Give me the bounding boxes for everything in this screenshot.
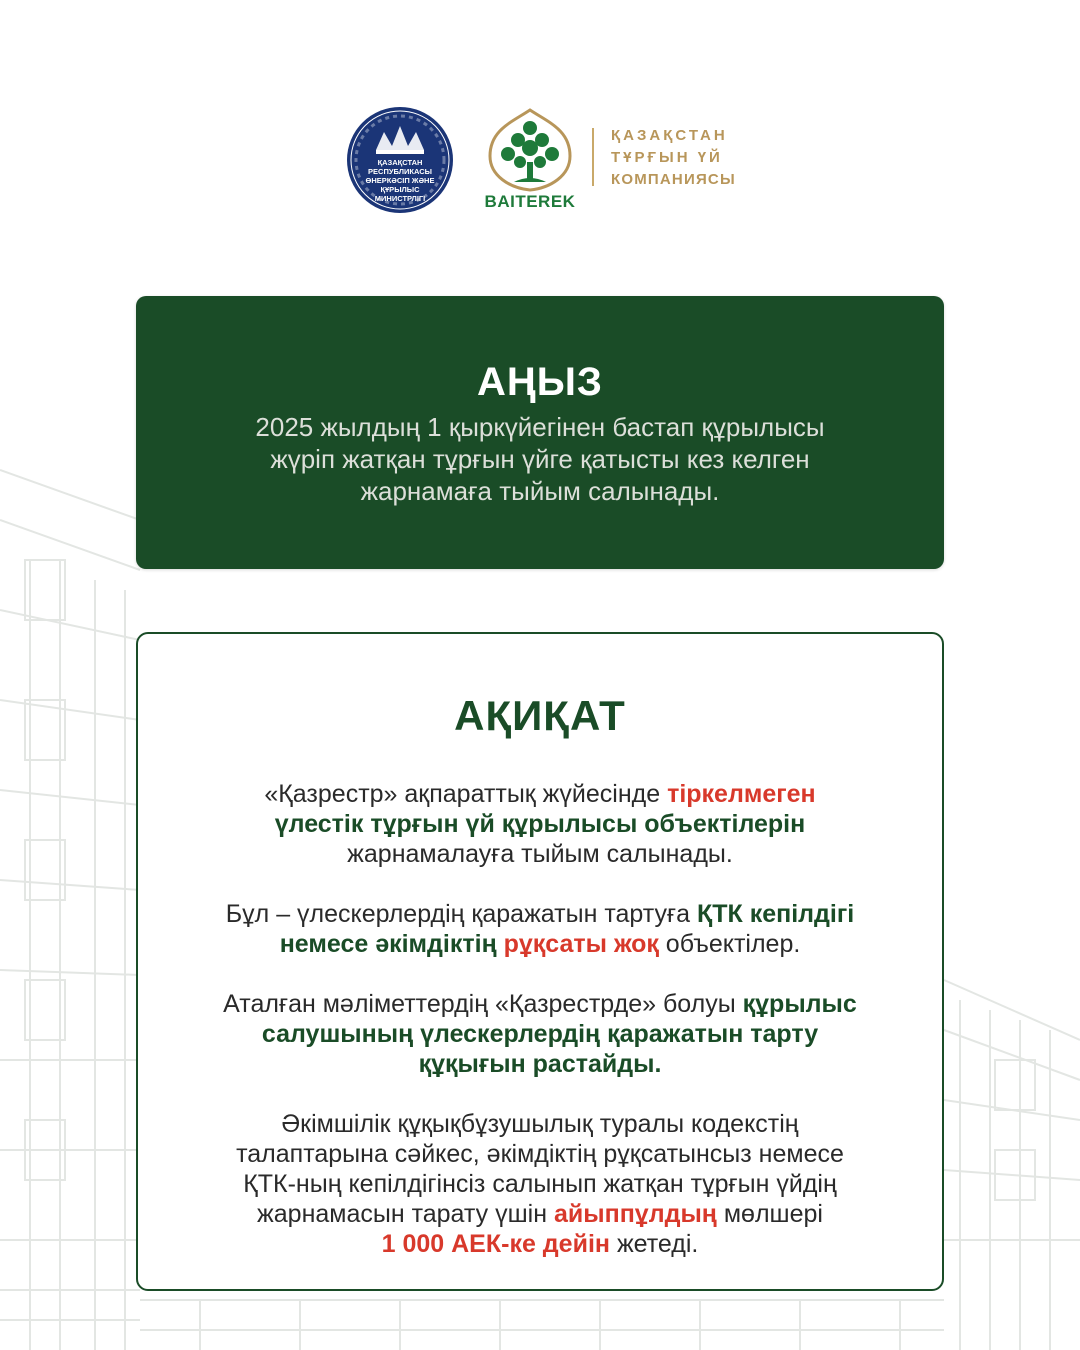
- fact-text: жетеді.: [610, 1230, 699, 1258]
- highlight-no-permit: рұқсаты жоқ: [503, 930, 659, 958]
- fact-text: талаптарына сәйкес, әкімдіктің рұқсатынсыз немесе: [236, 1140, 844, 1168]
- fact-paragraph-registry: [150, 779, 930, 869]
- baiterek-logo: [484, 106, 576, 192]
- fact-title: АҚИҚАТ: [454, 692, 626, 739]
- baiterek-tree-icon: [484, 106, 576, 192]
- highlight-fine: айыппұлдың: [553, 1200, 717, 1228]
- company-name-line3: КОМПАНИЯСЫ: [611, 171, 736, 188]
- ministry-name-line1: ҚАЗАҚСТАН РЕСПУБЛИКАСЫ: [368, 158, 432, 176]
- logo-divider: [592, 128, 594, 186]
- ministry-logo: [346, 106, 454, 214]
- myth-title: АҢЫЗ: [477, 360, 603, 404]
- header-logos: [0, 100, 1080, 220]
- company-name-line2: ТҰРҒЫН ҮЙ: [611, 149, 723, 166]
- highlight-fine-amount: 1 000 АЕК-ке дейін: [381, 1230, 610, 1258]
- company-name-line1: ҚАЗАҚСТАН: [611, 127, 728, 144]
- highlight-construction: құрылыс: [742, 990, 857, 1018]
- fact-text: Бұл – үлескерлердің қаражатын тартуға: [225, 900, 697, 928]
- company-name: [611, 125, 736, 191]
- fact-paragraph-fine: [150, 1109, 930, 1259]
- baiterek-wordmark: BAITEREK: [484, 192, 576, 211]
- highlight-unregistered: тіркелмеген: [667, 780, 816, 808]
- highlight-objects: үлестік тұрғын үй құрылысы объектілерін: [274, 810, 806, 838]
- highlight-confirms: құқығын растайды.: [418, 1050, 662, 1078]
- myth-text-line: жүріп жатқан тұрғын үйге қатысты кез келген: [270, 444, 810, 474]
- myth-text-line: жарнамаға тыйым салынады.: [360, 476, 720, 506]
- myth-text: [136, 411, 944, 507]
- fact-text: «Қазрестр» ақпараттық жүйесінде: [264, 780, 668, 808]
- highlight-akimat: немесе әкімдіктің: [279, 930, 504, 958]
- ministry-name-line2: ӨНЕРКӘСІП ЖӘНЕ ҚҰРЫЛЫС: [365, 176, 435, 194]
- fact-text: объектілер.: [658, 930, 801, 958]
- fact-text: ҚТК-ның кепілдігінсіз салынып жатқан тұрғын үйдің: [243, 1170, 837, 1198]
- fact-paragraph-rights: [150, 989, 930, 1079]
- fact-text: жарнамалауға тыйым салынады.: [347, 840, 733, 868]
- fact-paragraph-guarantee: [150, 899, 930, 959]
- fact-text: Әкімшілік құқықбұзушылық туралы кодекстің: [281, 1110, 799, 1138]
- highlight-guarantee: ҚТК кепілдігі: [696, 900, 855, 928]
- ministry-name-line3: МИНИСТРЛІГІ: [374, 194, 426, 203]
- fact-text: Аталған мәліметтердің «Қазрестрде» болуы: [223, 990, 743, 1018]
- highlight-developer-right: салушының үлескерлердің қаражатын тарту: [261, 1020, 819, 1048]
- fact-text: жарнамасын тарату үшін: [257, 1200, 554, 1228]
- fact-text: мөлшері: [716, 1200, 823, 1228]
- myth-text-line: 2025 жылдың 1 қыркүйегінен бастап құрылысы: [255, 412, 825, 442]
